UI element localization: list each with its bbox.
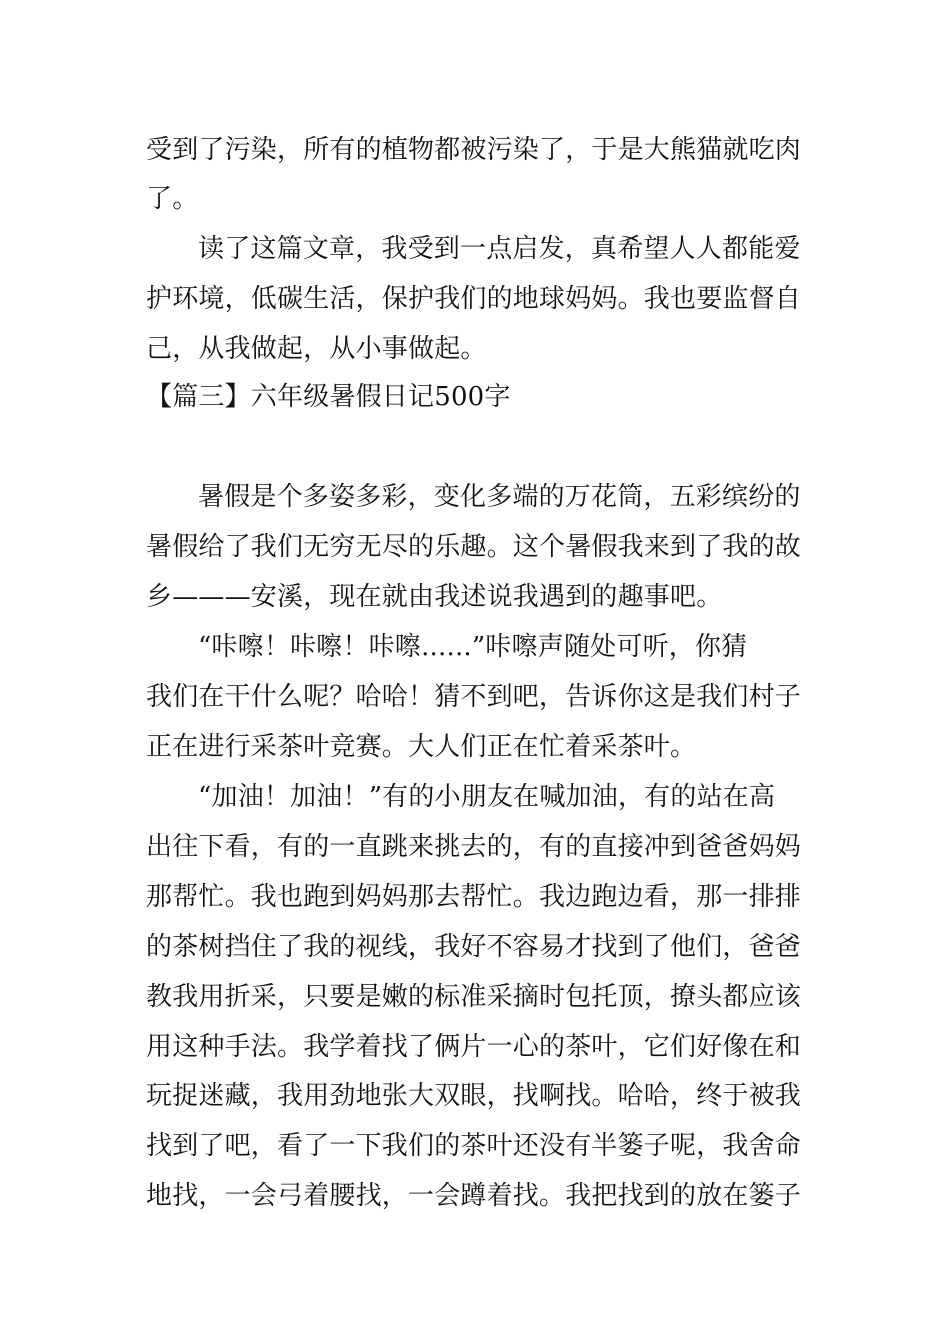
paragraph-start-line: “加油！加油！”有的小朋友在喊加油，有的站在高 xyxy=(198,782,776,812)
text-line: 玩捉迷藏，我用劲地张大双眼，找啊找。哈哈，终于被我 xyxy=(146,1081,802,1111)
text-line: 我们在干什么呢？哈哈！猜不到吧，告诉你这是我们村子 xyxy=(146,682,802,712)
text-line: 了。 xyxy=(146,184,199,214)
text-line: 受到了污染，所有的植物都被污染了，于是大熊猫就吃肉 xyxy=(146,135,802,165)
text-line: 找到了吧，看了一下我们的茶叶还没有半篓子呢，我舍命 xyxy=(146,1131,802,1161)
text-line: 用这种手法。我学着找了俩片一心的茶叶，它们好像在和 xyxy=(146,1032,802,1062)
text-line: 正在进行采茶叶竞赛。大人们正在忙着采茶叶。 xyxy=(146,732,697,762)
text-line: 护环境，低碳生活，保护我们的地球妈妈。我也要监督自 xyxy=(146,284,802,314)
text-line: 那帮忙。我也跑到妈妈那去帮忙。我边跑边看，那一排排 xyxy=(146,882,802,912)
text-line: 己，从我做起，从小事做起。 xyxy=(146,334,487,364)
text-line: 暑假给了我们无穷无尽的乐趣。这个暑假我来到了我的故 xyxy=(146,532,802,562)
text-line: 乡———安溪，现在就由我述说我遇到的趣事吧。 xyxy=(146,582,723,612)
paragraph-start-line: 读了这篇文章，我受到一点启发，真希望人人都能爱 xyxy=(198,234,801,264)
paragraph-start-line: 暑假是个多姿多彩，变化多端的万花筒，五彩缤纷的 xyxy=(198,482,801,512)
text-line: 的茶树挡住了我的视线，我好不容易才找到了他们，爸爸 xyxy=(146,932,802,962)
text-line: 教我用折采，只要是嫩的标准采摘时包托顶，撩头都应该 xyxy=(146,982,802,1012)
text-line: 出往下看，有的一直跳来挑去的，有的直接冲到爸爸妈妈 xyxy=(146,832,802,862)
text-line: 地找，一会弓着腰找，一会蹲着找。我把找到的放在篓子 xyxy=(146,1181,802,1211)
paragraph-start-line: “咔嚓！咔嚓！咔嚓......”咔嚓声随处可听，你猜 xyxy=(198,632,748,662)
section-heading: 【篇三】六年级暑假日记500字 xyxy=(146,382,511,412)
